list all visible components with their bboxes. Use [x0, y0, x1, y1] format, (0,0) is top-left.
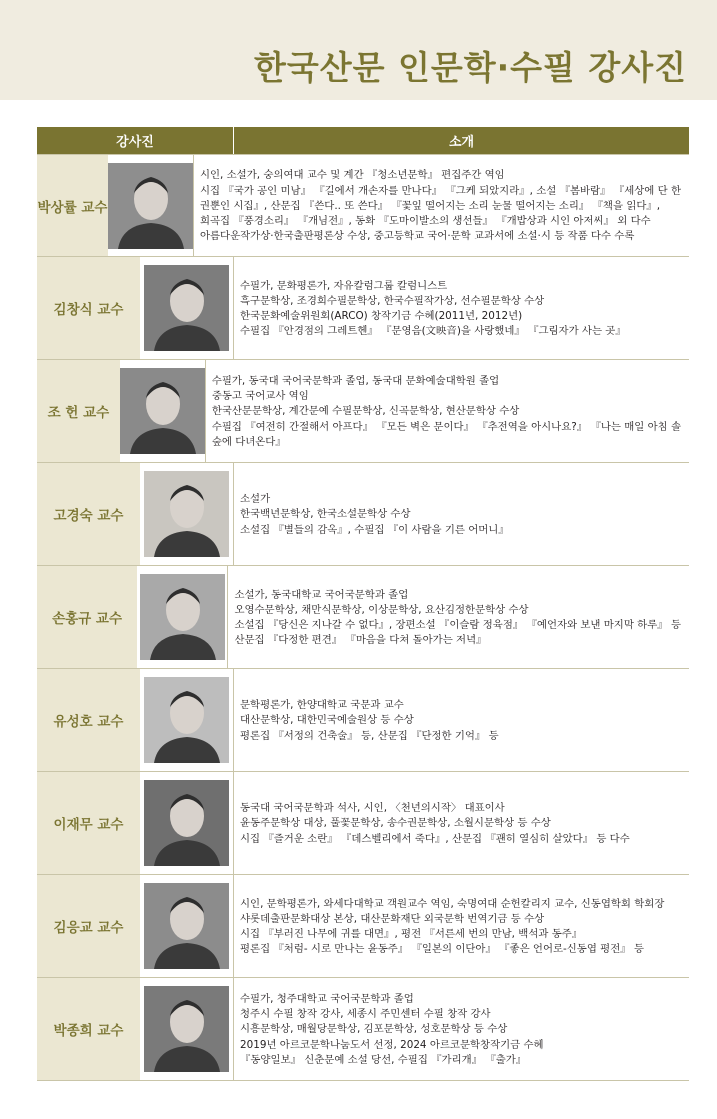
column-header-intro: 소개 — [448, 135, 475, 150]
instructor-table — [37, 127, 689, 1081]
instructor-intro — [234, 772, 689, 874]
portrait-photo — [140, 574, 225, 660]
instructor-intro — [234, 978, 689, 1080]
intro-line: 시인, 문학평론가, 와세다대학교 객원교수 역임, 숙명여대 순헌칼리지 교수, 신동엽학회 학회장 — [240, 897, 665, 910]
intro-line: 시집 『부러진 나무에 귀를 대면』, 평전 『서른세 번의 만남, 백석과 동주』 — [240, 928, 583, 940]
table-row — [37, 154, 689, 257]
intro-line: 한국산문문학상, 계간문예 수필문학상, 신곡문학상, 현산문학상 수상 — [211, 405, 520, 418]
intro-line: 윤동주문학상 대상, 풀꽃문학상, 송수권문학상, 소월시문학상 등 수상 — [240, 817, 551, 830]
intro-line: 샤롯데출판문화대상 본상, 대산문화재단 외국문학 번역기금 등 수상 — [240, 912, 545, 925]
instructor-intro — [194, 155, 689, 256]
portrait-photo — [120, 368, 205, 454]
table-row — [37, 463, 689, 566]
intro-line: 대산문학상, 대한민국예술원상 등 수상 — [240, 714, 414, 727]
portrait-photo — [144, 677, 229, 763]
intro-line: 흑구문학상, 조경희수필문학상, 한국수필작가상, 선수필문학상 수상 — [240, 294, 545, 307]
intro-line: 한국백년문학상, 한국소설문학상 수상 — [240, 508, 411, 521]
instructor-name: 조 헌 교수 — [37, 360, 120, 462]
intro-line: 산문집 『다정한 편견』 『마음을 다쳐 돌아가는 저녁』 — [234, 634, 487, 647]
instructor-name: 고경숙 교수 — [37, 463, 140, 565]
intro-line: 동국대 국어국문학과 석사, 시인, 〈천년의시작〉 대표이사 — [240, 802, 505, 815]
column-header-instructor: 강사진 — [37, 127, 234, 154]
instructor-intro — [228, 566, 689, 668]
intro-line: 평론집 『처럼- 시로 만나는 윤동주』 『일본의 이단아』 『좋은 언어로-신동엽 평전』 등 — [240, 943, 644, 956]
instructor-name: 유성호 교수 — [37, 669, 140, 771]
intro-line: 소설가 — [240, 493, 271, 506]
photo-cell — [140, 772, 234, 874]
intro-line: 아름다운작가상·한국출판평론상 수상, 중고등학교 국어·문학 교과서에 소설·시 등 작품 다수 수록 — [199, 230, 635, 243]
intro-line: 시흥문학상, 매월당문학상, 김포문학상, 성호문학상 등 수상 — [240, 1023, 508, 1036]
intro-line: 소설집 『별들의 감옥』, 수필집 『이 사람을 기른 어머니』 — [240, 523, 509, 536]
instructor-name: 박종희 교수 — [37, 978, 140, 1080]
intro-line: 문학평론가, 한양대학교 국문과 교수 — [240, 699, 404, 712]
intro-line: 오영수문학상, 채만식문학상, 이상문학상, 요산김정한문학상 수상 — [234, 603, 529, 616]
portrait-photo — [144, 471, 229, 557]
intro-line: 수필가, 문화평론가, 자유칼럼그룹 칼럼니스트 — [240, 279, 448, 292]
instructor-name: 김응교 교수 — [37, 875, 140, 977]
intro-line: 숲에 다녀온다』 — [211, 435, 286, 448]
intro-line: 한국문화예술위원회(ARCO) 창작기금 수혜(2011년, 2012년) — [240, 310, 523, 322]
intro-line: 수필집 『여전히 간절해서 아프다』 『모든 벽은 문이다』 『추전역을 아시나요?』 『나는 매일 아침 솔 — [211, 420, 681, 433]
photo-cell — [108, 155, 194, 256]
intro-line: 평론집 『서정의 건축술』 등, 산문집 『단정한 기억』 등 — [240, 729, 499, 742]
intro-line: 시인, 소설가, 숭의여대 교수 및 계간 『청소년문학』 편집주간 역임 — [199, 169, 505, 182]
instructor-name: 이재무 교수 — [37, 772, 140, 874]
portrait-photo — [108, 163, 193, 249]
table-row — [37, 978, 689, 1081]
table-row — [37, 257, 689, 360]
table-row — [37, 875, 689, 978]
photo-cell — [140, 978, 234, 1080]
photo-cell — [120, 360, 206, 462]
page-header — [0, 0, 717, 100]
instructor-name: 김창식 교수 — [37, 257, 140, 359]
intro-line: 『동양일보』 신춘문예 소설 당선, 수필집 『가리개』 『출가』 — [240, 1053, 527, 1066]
intro-line: 2019년 아르코문학나눔도서 선정, 2024 아르코문학창작기금 수혜 — [240, 1038, 544, 1051]
portrait-photo — [144, 986, 229, 1072]
table-header — [37, 127, 689, 154]
table-row — [37, 566, 689, 669]
intro-line: 소설가, 동국대학교 국어국문학과 졸업 — [234, 588, 409, 601]
intro-line: 시집 『즐거운 소란』 『데스벨리에서 죽다』, 산문집 『괜히 열심히 살았다』 등 다수 — [240, 832, 630, 845]
table-row — [37, 669, 689, 772]
intro-line: 시집 『국가 공인 미남』 『길에서 개손자를 만나다』 『그케 되았지라』, 소설 『봄바람』 『세상에 단 한 — [199, 184, 681, 197]
photo-cell — [140, 669, 234, 771]
page-title: 한국산문 인문학·수필 강사진 — [253, 48, 687, 87]
intro-line: 권뿐인 시집』, 산문집 『쓴다.. 또 쓴다』 『꽃잎 떨어지는 소리 눈물 떨어지는 소리』 『책을 읽다』, — [199, 199, 661, 212]
intro-line: 소설집 『당신은 지나갈 수 없다』, 장편소설 『이슬람 정육점』 『예언자와 보낸 마지막 하루』 등 — [234, 619, 681, 631]
instructor-intro — [234, 463, 689, 565]
intro-line: 수필가, 청주대학교 국어국문학과 졸업 — [240, 992, 414, 1005]
intro-line: 수필집 『안경점의 그레트헨』 『문영음(文映音)을 사랑했네』 『그림자가 사는 곳』 — [240, 325, 626, 338]
intro-line: 희곡집 『풍경소리』 『개님전』, 동화 『도마이발소의 생선들』 『개밥상과 시인 아저씨』 외 다수 — [199, 215, 651, 228]
portrait-photo — [144, 883, 229, 969]
instructor-name: 손홍규 교수 — [37, 566, 137, 668]
instructor-intro — [234, 875, 689, 977]
photo-cell — [140, 257, 234, 359]
instructor-intro — [234, 669, 689, 771]
instructor-intro — [234, 257, 689, 359]
portrait-photo — [144, 780, 229, 866]
intro-line: 중동고 국어교사 역임 — [211, 390, 309, 403]
photo-cell — [140, 875, 234, 977]
portrait-photo — [144, 265, 229, 351]
table-row — [37, 772, 689, 875]
photo-cell — [140, 463, 234, 565]
instructor-intro — [206, 360, 689, 462]
intro-line: 청주시 수필 창작 강사, 세종시 주민센터 수필 창작 강사 — [240, 1008, 491, 1021]
photo-cell — [137, 566, 228, 668]
table-row — [37, 360, 689, 463]
table-body — [37, 154, 689, 1081]
intro-line: 수필가, 동국대 국어국문학과 졸업, 동국대 문화예술대학원 졸업 — [211, 374, 500, 387]
instructor-name: 박상률 교수 — [37, 155, 108, 256]
